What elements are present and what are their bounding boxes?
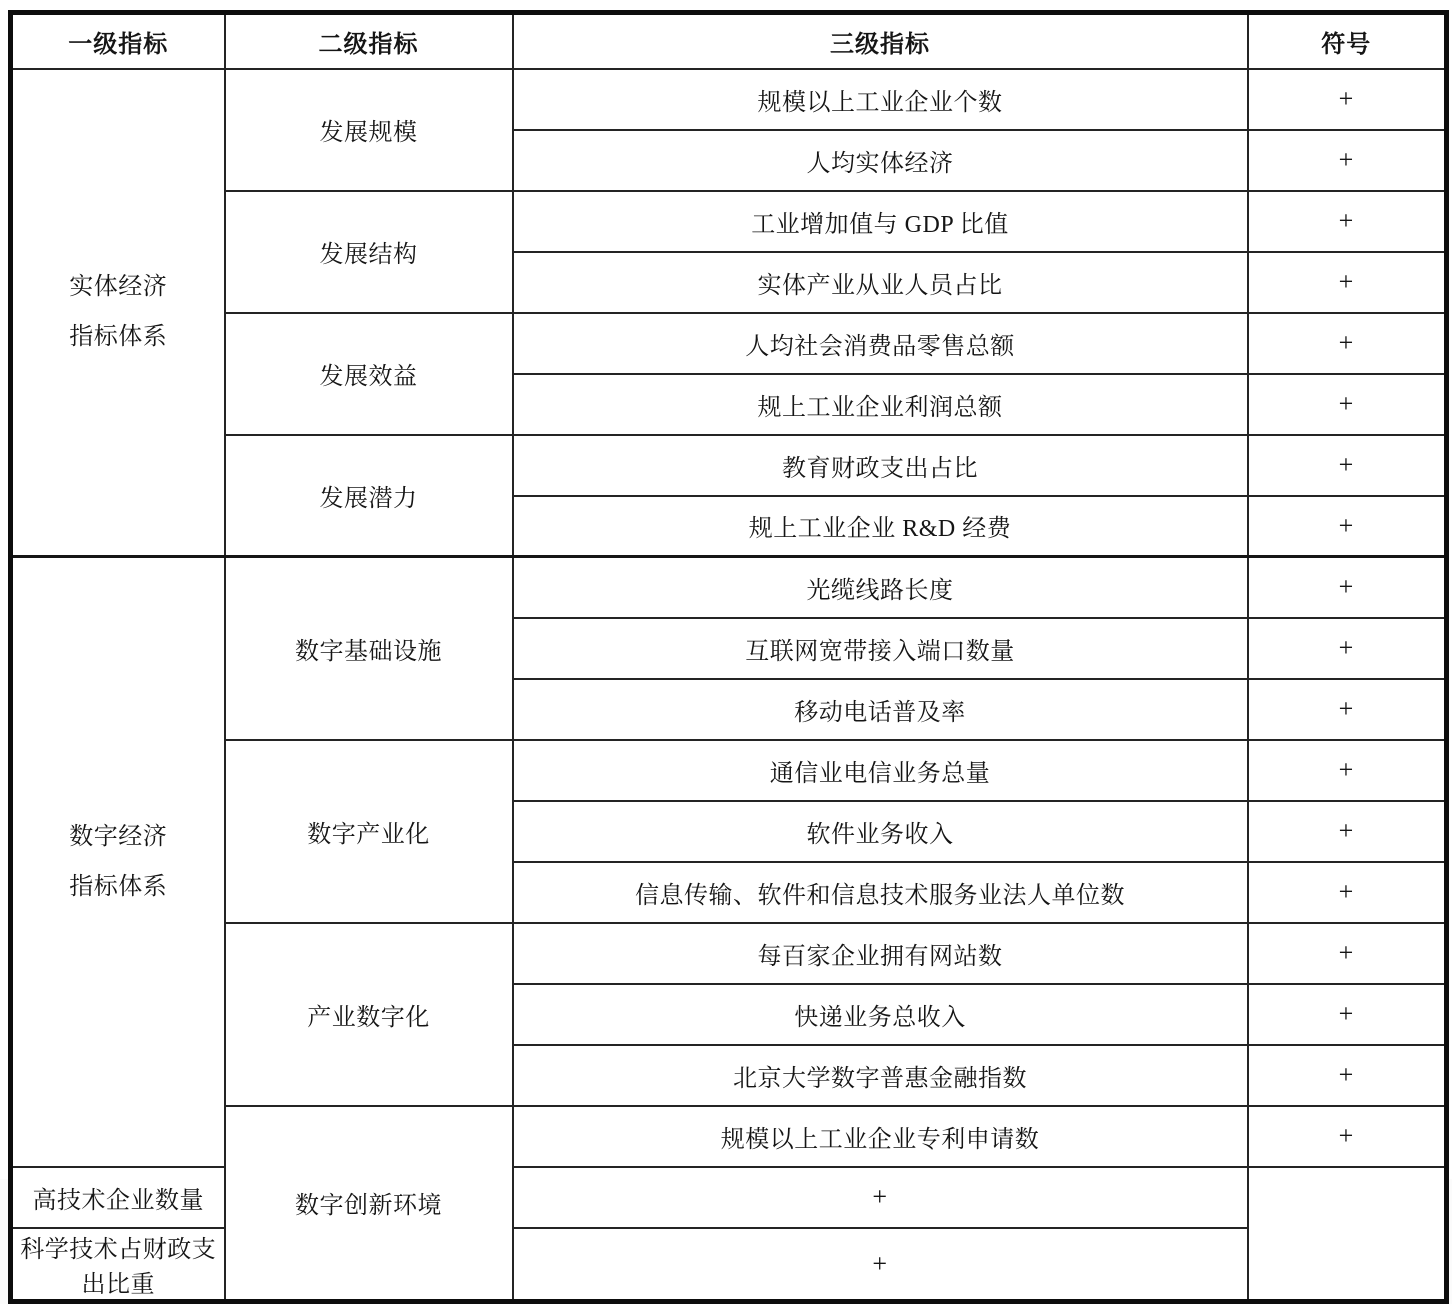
sign-cell: +: [1248, 496, 1447, 557]
table-row: [11, 923, 1447, 984]
header-level3: 三级指标: [513, 13, 1248, 69]
sign-cell: +: [1248, 740, 1447, 801]
sign-cell: +: [513, 1167, 1248, 1228]
level3-cell: 软件业务收入: [513, 801, 1248, 862]
sign-cell: +: [1248, 69, 1447, 130]
level2-cell: 数字基础设施: [225, 557, 513, 740]
table-row: [11, 313, 1447, 374]
sign-cell: +: [1248, 618, 1447, 679]
sign-cell: +: [1248, 984, 1447, 1045]
level3-cell: 人均社会消费品零售总额: [513, 313, 1248, 374]
level3-cell: 工业增加值与 GDP 比值: [513, 191, 1248, 252]
sign-cell: +: [1248, 435, 1447, 496]
sign-cell: +: [1248, 191, 1447, 252]
sign-cell: +: [1248, 923, 1447, 984]
sign-cell: +: [1248, 862, 1447, 923]
level3-cell: 北京大学数字普惠金融指数: [513, 1045, 1248, 1106]
sign-cell: +: [1248, 130, 1447, 191]
sign-cell: +: [513, 1228, 1248, 1302]
level1-label-line2: 指标体系: [69, 324, 168, 351]
level3-cell: 移动电话普及率: [513, 679, 1248, 740]
sign-cell: +: [1248, 374, 1447, 435]
level3-cell: 通信业电信业务总量: [513, 740, 1248, 801]
header-row: [11, 13, 1447, 69]
level3-cell: 光缆线路长度: [513, 557, 1248, 618]
level3-cell: 实体产业从业人员占比: [513, 252, 1248, 313]
level2-cell: 产业数字化: [225, 923, 513, 1106]
table-row: [11, 435, 1447, 496]
header-level1: 一级指标: [11, 13, 225, 69]
level2-cell: 发展结构: [225, 191, 513, 313]
sign-cell: +: [1248, 313, 1447, 374]
level3-cell: 互联网宽带接入端口数量: [513, 618, 1248, 679]
level3-cell: 人均实体经济: [513, 130, 1248, 191]
indicator-table: [8, 10, 1449, 1304]
level3-cell: 规上工业企业利润总额: [513, 374, 1248, 435]
level3-cell: 教育财政支出占比: [513, 435, 1248, 496]
sign-cell: +: [1248, 252, 1447, 313]
header-level2: 二级指标: [225, 13, 513, 69]
level3-cell: 规模以上工业企业专利申请数: [513, 1106, 1248, 1167]
level1-label-line1: 数字经济: [69, 823, 168, 850]
level3-cell: 高技术企业数量: [11, 1167, 225, 1228]
level1-label-line2: 指标体系: [69, 873, 168, 900]
level1-cell-real-economy: [11, 69, 225, 557]
level2-cell: 发展效益: [225, 313, 513, 435]
sign-cell: +: [1248, 1106, 1447, 1167]
level2-cell: 数字产业化: [225, 740, 513, 923]
level3-cell: 科学技术占财政支出比重: [11, 1228, 225, 1302]
table-row: [11, 740, 1447, 801]
level2-cell: 数字创新环境: [225, 1106, 513, 1302]
table-row: [11, 191, 1447, 252]
level3-cell: 快递业务总收入: [513, 984, 1248, 1045]
sign-cell: +: [1248, 1045, 1447, 1106]
sign-cell: +: [1248, 679, 1447, 740]
level1-cell-digital-economy: [11, 557, 225, 1167]
sign-cell: +: [1248, 801, 1447, 862]
level1-label-line1: 实体经济: [69, 274, 168, 301]
level3-cell: 信息传输、软件和信息技术服务业法人单位数: [513, 862, 1248, 923]
table-row: [11, 557, 1447, 618]
sign-cell: +: [1248, 557, 1447, 618]
level3-cell: 规模以上工业企业个数: [513, 69, 1248, 130]
level3-cell: 每百家企业拥有网站数: [513, 923, 1248, 984]
table-row: [11, 1106, 1447, 1167]
table-row: [11, 69, 1447, 130]
level3-cell: 规上工业企业 R&D 经费: [513, 496, 1248, 557]
level2-cell: 发展潜力: [225, 435, 513, 557]
level2-cell: 发展规模: [225, 69, 513, 191]
header-sign: 符号: [1248, 13, 1447, 69]
